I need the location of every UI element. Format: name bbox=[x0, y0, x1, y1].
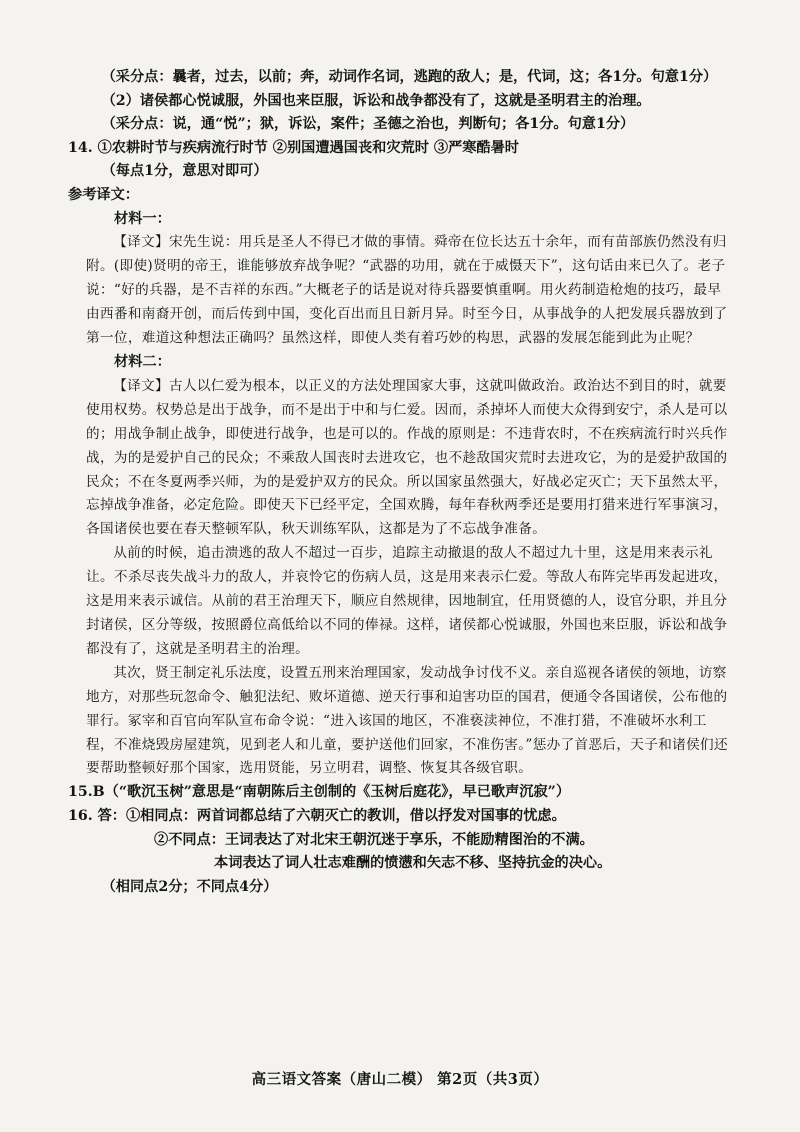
q16-same-point: 16. 答：①相同点：两首词都总结了六朝灭亡的教训，借以抒发对国事的忧虑。 bbox=[68, 807, 566, 824]
q15-answer: 15.B（“歌沉玉树”意思是“南朝陈后主创制的《玉树后庭花》，早已歌声沉寂”） bbox=[68, 784, 571, 801]
q14-scoring: （每点1分，意思对即可） bbox=[101, 163, 268, 180]
material-2-paragraph-3: 其次，贤王制定礼乐法度，设置五刑来治理国家，发动战争讨伐不义。亲自巡视各诸侯的领地，访察地方，对那些玩忽命令、触犯法纪、败坏道德、逆天行事和迫害功臣的国君，便通令各国诸侯，公布他的罪行。冢宰和百官向军队宣布命令说：“进入该国的地区，不准亵渎神位，不准打猎，不准破坏水利工程，不准烧毁房屋建筑，见到老人和儿童，要护送他们回家，不准伤害。”惩办了首恶后，天子和诸侯们还要帮助整顿好那个国家，选用贤能，另立明君，调整、恢复其各级官职。 bbox=[86, 664, 728, 777]
material-2-paragraph-2: 从前的时候，追击溃逃的敌人不超过一百步，追踪主动撤退的敌人不超过九十里，这是用来表示礼让。不杀尽丧失战斗力的敌人，并哀怜它的伤病人员，这是用来表示仁爱。等敌人布阵完毕再发起进攻，这是用来表示诚信。从前的君王治理天下，顺应自然规律，因地制宜，任用贤德的人，设官分职，并且分封诸侯，区分等级，按照爵位高低给以不同的俸禄。这样，诸侯都心悦诚服，外国也来臣服，诉讼和战争都没有了，这就是圣明君主的治理。 bbox=[86, 545, 728, 657]
q13-scoring-2: （采分点：说，通“悦”；狱，诉讼，案件；圣德之治也，判断句；各1分。句意1分） bbox=[101, 116, 635, 133]
material-2-paragraph-1: 【译文】古人以仁爱为根本，以正义的方法处理国家大事，这就叫做政治。政治达不到目的时，就要使用权势。权势总是出于战争，而不是出于中和与仁爱。因而，杀掉坏人而使大众得到安宁，杀人是可以的；用战争制止战争，即使进行战争，也是可以的。作战的原则是：不违背农时，不在疾病流行时兴兵作战，为的是爱护自己的民众；不乘敌人国丧时去进攻它，也不趁敌国灾荒时去进攻它，为的是爱护敌国的民众；不在冬夏两季兴师，为的是爱护双方的民众。所以国家虽然强大，好战必定灭亡；天下虽然太平，忘掉战争准备，必定危险。即使天下已经平定，全国欢腾，每年春秋两季还是要用打猎来进行军事演习，各国诸侯也要在春天整顿军队，秋天训练军队，这都是为了不忘战争准备。 bbox=[86, 377, 728, 538]
reference-title: 参考译文： bbox=[68, 186, 139, 203]
q16-difference-2: 本词表达了词人壮志难酬的愤懑和矢志不移、坚持抗金的决心。 bbox=[214, 855, 612, 872]
page-footer: 高三语文答案（唐山二模） 第2页（共3页） bbox=[251, 1071, 549, 1088]
q13-scoring-1: （采分点：曩者，过去，以前；奔，动词作名词，逃跑的敌人；是，代词，这；各1分。句意1分） bbox=[101, 69, 718, 85]
material-1-translation: 【译文】宋先生说：用兵是圣人不得已才做的事情。舜帝在位长达五十余年，而有苗部族仍然没有归附。(即使)贤明的帝王，谁能够放弃战争呢？“武器的功用，就在于威慑天下”，这句话由来已久了。老子说：“好的兵器，是不吉祥的东西。”大概老子的话是说对待兵器要慎重啊。用火药制造枪炮的技巧，最早由西番和南裔开创，而后传到中国，变化百出而且日新月异。时至今日，从事战争的人把发展兵器放到了第一位，难道这种想法正确吗？虽然这样，即使人类有着巧妙的构思，武器的发展怎能到此为止呢？ bbox=[86, 234, 728, 347]
q16-scoring: （相同点2分；不同点4分） bbox=[101, 878, 278, 895]
material-2-title: 材料二： bbox=[114, 354, 171, 370]
q13-item-2: （2）诸侯都心悦诚服，外国也来臣服，诉讼和战争都没有了，这就是圣明君主的治理。 bbox=[101, 92, 651, 109]
material-1-title: 材料一： bbox=[114, 210, 171, 227]
q14-answer: 14. ①农耕时节与疾病流行时节 ②别国遭遇国丧和灾荒时 ③严寒酷暑时 bbox=[68, 139, 519, 156]
q16-difference-1: ②不同点：王词表达了对北宋王朝沉迷于享乐，不能励精图治的不满。 bbox=[154, 831, 594, 848]
